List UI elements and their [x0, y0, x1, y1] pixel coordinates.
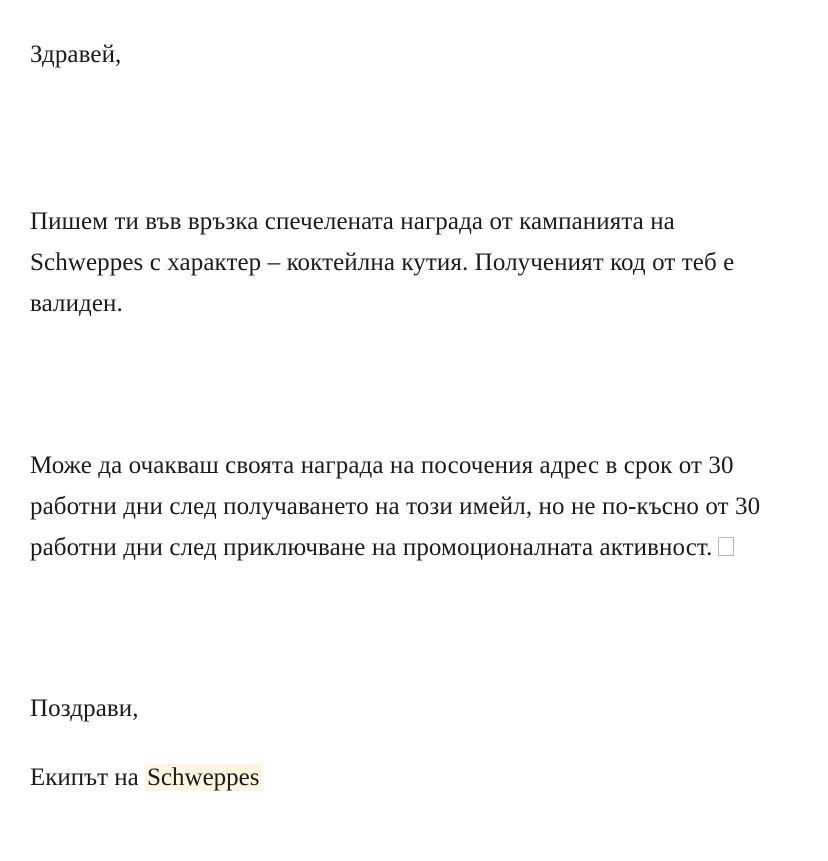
signature-brand-text: Schweppes	[147, 764, 260, 791]
spacer-before-signature	[30, 729, 782, 757]
signature-prefix-text: Екипът на	[30, 764, 146, 791]
signature-line	[30, 757, 782, 798]
spacer-after-paragraph-two	[30, 568, 782, 688]
paragraph-prize-notice: Пишем ти във връзка спечеленатa награда от кампанията на Schweppes с характер – коктейлна кутия. Полученият код от теб е валиден.	[30, 208, 741, 317]
closing-text: Поздрави,	[30, 695, 139, 722]
missing-glyph-icon	[718, 537, 734, 556]
paragraph-delivery-terms-text: Може да очакваш своята награда на посочения адрес в срок от 30 работни дни след получаването на този имейл, но не по-късно от 30 работни дни след приключване на промоционалната активност.	[30, 452, 767, 561]
spacer-after-greeting	[30, 75, 782, 201]
spacer-after-paragraph-one	[30, 324, 782, 445]
greeting-text: Здравей,	[30, 41, 122, 68]
paragraph-delivery-terms	[30, 445, 782, 568]
